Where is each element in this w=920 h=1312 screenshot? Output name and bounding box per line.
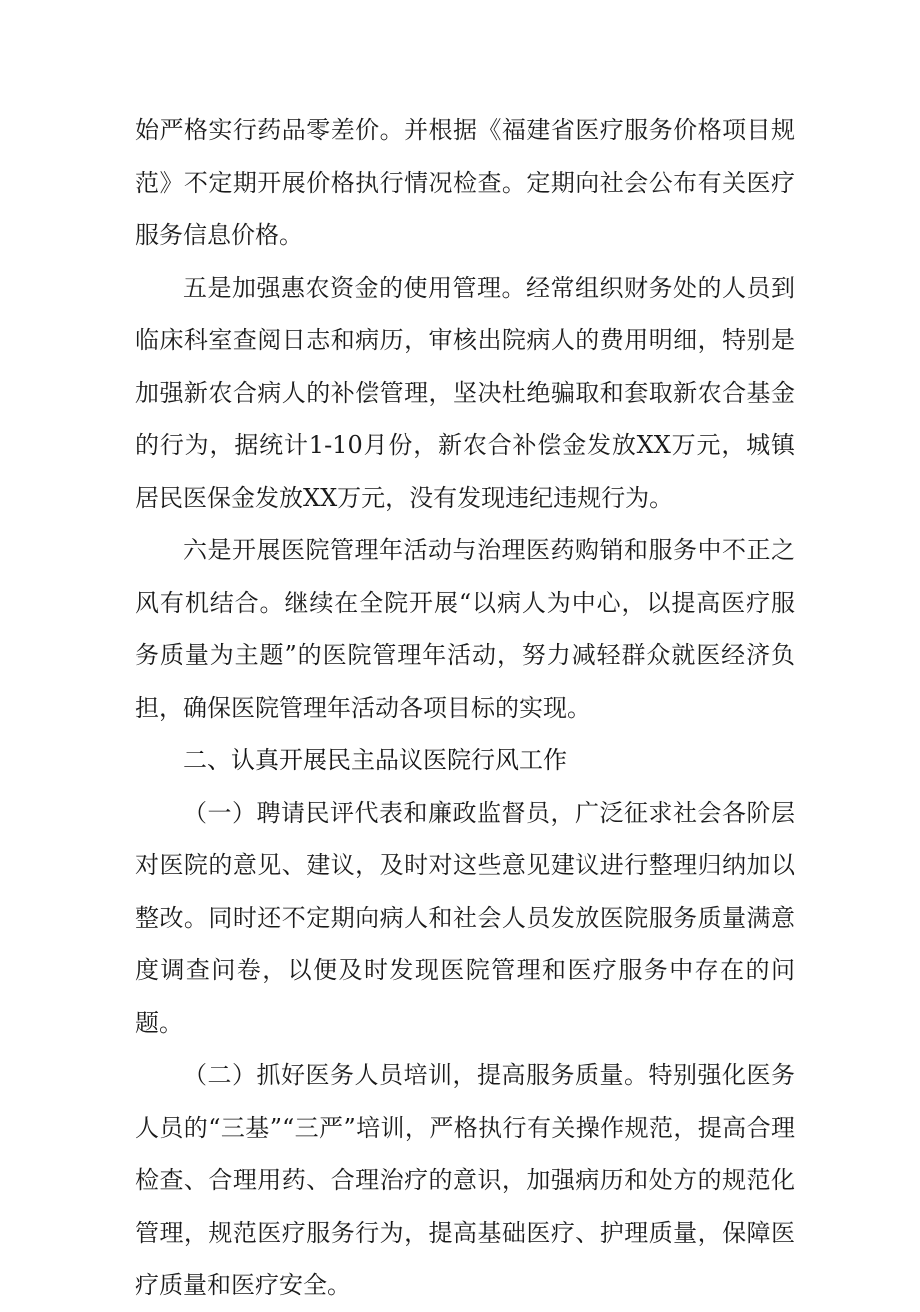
paragraph-staff-training: （二）抓好医务人员培训，提高服务质量。特别强化医务人员的“三基”“三严”培训，严格执行有关操作规范，提高合理检查、合理用药、合理治疗的意识，加强病历和处方的规范化管理，规范医疗服务行为，提高基础医疗、护理质量，保障医疗质量和医疗安全。 <box>135 1061 795 1299</box>
paragraph-fund-management: 五是加强惠农资金的使用管理。经常组织财务处的人员到临床科室查阅日志和病历，审核出院病人的费用明细，特别是加强新农合病人的补偿管理，坚决杜绝骗取和套取新农合基金的行为，据统计1-10月份，新农合补偿金发放XX万元，城镇居民医保金发放XX万元，没有发现违纪违规行为。 <box>135 273 795 512</box>
paragraph-price-regulation: 始严格实行药品零差价。并根据《福建省医疗服务价格项目规范》不定期开展价格执行情况检查。定期向社会公布有关医疗服务信息价格。 <box>135 116 795 249</box>
document-body <box>135 104 795 1312</box>
section-heading-2: 二、认真开展民主品议医院行风工作 <box>183 746 567 774</box>
paragraph-management-year: 六是开展医院管理年活动与治理医药购销和服务中不正之风有机结合。继续在全院开展“以病人为中心，以提高医疗服务质量为主题”的医院管理年活动，努力减轻群众就医经济负担，确保医院管理年活动各项目标的实现。 <box>135 536 795 722</box>
paragraph-public-supervision: （一）聘请民评代表和廉政监督员，广泛征求社会各阶层对医院的意见、建议，及时对这些意见建议进行整理归纳加以整改。同时还不定期向病人和社会人员发放医院服务质量满意度调查问卷，以便及时发现医院管理和医疗服务中存在的问题。 <box>135 798 795 1037</box>
